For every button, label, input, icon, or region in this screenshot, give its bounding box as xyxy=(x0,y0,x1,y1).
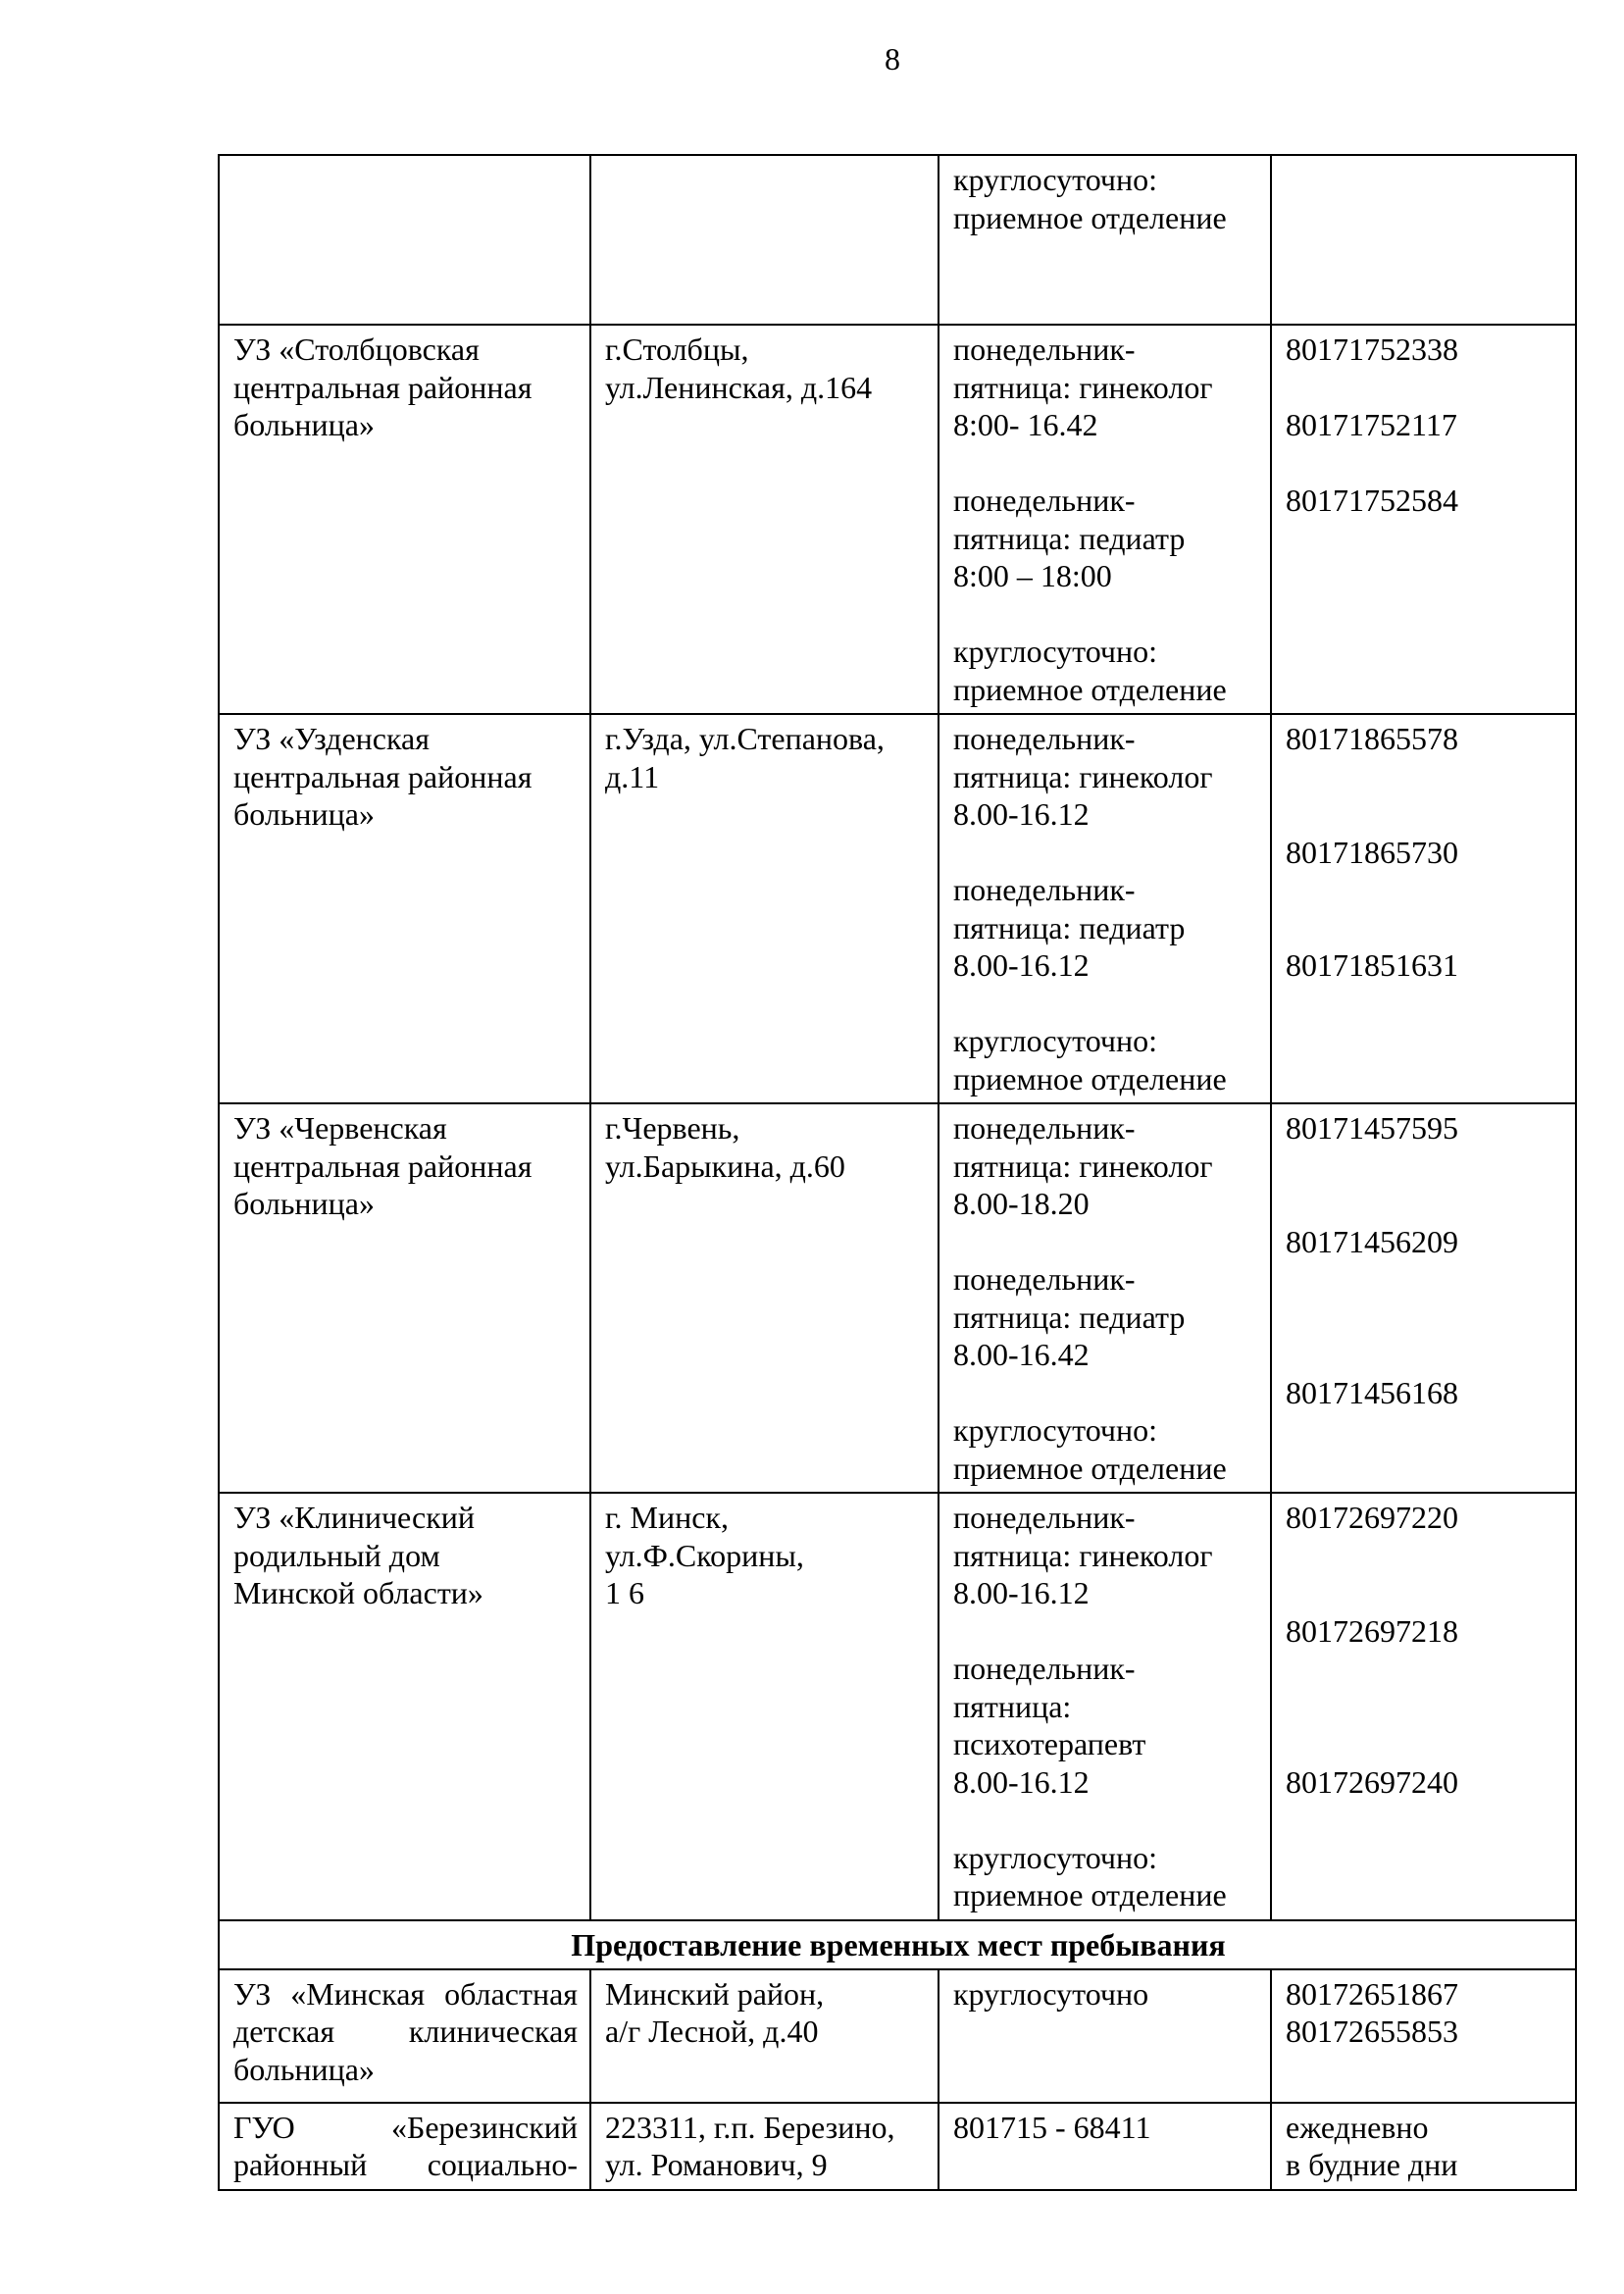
table-row xyxy=(219,325,1576,714)
cell-line: 8.00-16.12 xyxy=(953,1763,1090,1800)
cell-line: ул.Ф.Скорины, xyxy=(605,1537,804,1573)
institution-name-cell xyxy=(219,714,590,1103)
cell-line: УЗ «Столбцовская xyxy=(233,331,480,367)
cell-line xyxy=(1286,1147,1563,1186)
cell-line: ежедневно xyxy=(1286,2109,1429,2145)
cell-line: понедельник- xyxy=(953,483,1136,518)
cell-line: центральная районная xyxy=(233,369,533,405)
cell-line: приемное отделение xyxy=(953,1450,1227,1486)
cell-line: приемное отделение xyxy=(953,199,1227,235)
cell-line: пятница: гинеколог xyxy=(953,1147,1213,1184)
cell-line: г.Столбцы, xyxy=(605,331,749,367)
cell-line xyxy=(1286,1574,1563,1612)
cell-line xyxy=(1286,1688,1563,1726)
address-cell xyxy=(590,1969,939,2103)
cell-line: центральная районная xyxy=(233,1147,533,1184)
table-row xyxy=(219,2103,1576,2190)
cell-line: а/г Лесной, д.40 xyxy=(605,2014,819,2049)
cell-line xyxy=(1286,1725,1563,1763)
cell-line: г. Минск, xyxy=(605,1500,729,1535)
cell-line: центральная районная xyxy=(233,758,533,794)
cell-line: приемное отделение xyxy=(953,1060,1227,1096)
cell-line: круглосуточно: xyxy=(953,162,1158,197)
address-cell xyxy=(590,155,939,325)
address-cell xyxy=(590,1493,939,1920)
cell-line: Минской области» xyxy=(233,1575,483,1610)
schedule-cell xyxy=(939,1103,1271,1493)
cell-line: понедельник- xyxy=(953,1500,1136,1535)
cell-line xyxy=(1286,1299,1563,1337)
phones-cell xyxy=(1271,1103,1576,1493)
cell-line: пятница: педиатр xyxy=(953,1299,1186,1335)
section-title: Предоставление временных мест пребывания xyxy=(219,1920,1576,1969)
cell-line xyxy=(1286,1185,1563,1223)
cell-line: ул. Романович, 9 xyxy=(605,2147,828,2182)
cell-line: 80172655853 xyxy=(1286,2014,1458,2049)
cell-line: круглосуточно: xyxy=(953,1023,1158,1058)
phones-cell xyxy=(1271,325,1576,714)
cell-line: детская клиническая xyxy=(233,2014,578,2049)
cell-line: пятница: гинеколог xyxy=(953,369,1213,405)
cell-line xyxy=(953,1374,1258,1412)
address-cell xyxy=(590,1103,939,1493)
cell-line: 80172697240 xyxy=(1286,1763,1458,1800)
cell-line: УЗ «Клинический xyxy=(233,1500,476,1535)
phones-cell xyxy=(1271,1493,1576,1920)
schedule-cell xyxy=(939,325,1271,714)
cell-line: 1 6 xyxy=(605,1575,644,1610)
phones-cell xyxy=(1271,155,1576,325)
cell-line: 80171457595 xyxy=(1286,1110,1458,1146)
institutions-table-body xyxy=(219,155,1576,2190)
cell-line: приемное отделение xyxy=(953,1877,1227,1912)
cell-line: 223311, г.п. Березино, xyxy=(605,2109,895,2145)
cell-line xyxy=(953,1223,1258,1261)
schedule-cell xyxy=(939,2103,1271,2190)
cell-line: УЗ «Червенская xyxy=(233,1110,447,1146)
cell-line xyxy=(953,1612,1258,1651)
schedule-cell xyxy=(939,1969,1271,2103)
cell-line xyxy=(1286,1260,1563,1299)
cell-line: 80172697218 xyxy=(1286,1612,1458,1649)
cell-line: больница» xyxy=(233,1186,375,1221)
cell-line: понедельник- xyxy=(953,1110,1136,1146)
phones-cell xyxy=(1271,1969,1576,2103)
phones-cell xyxy=(1271,714,1576,1103)
cell-line: Минский район, xyxy=(605,1975,825,2012)
cell-line: г.Узда, ул.Степанова, xyxy=(605,721,885,756)
cell-line: 8:00 – 18:00 xyxy=(953,558,1112,593)
institutions-table xyxy=(218,154,1577,2191)
table-row xyxy=(219,714,1576,1103)
address-cell xyxy=(590,2103,939,2190)
table-row xyxy=(219,1103,1576,1493)
cell-line: 801715 - 68411 xyxy=(953,2109,1151,2145)
cell-line: родильный дом xyxy=(233,1537,440,1573)
cell-line xyxy=(953,444,1258,483)
institution-name-cell xyxy=(219,1103,590,1493)
cell-line: ГУО «Березинский xyxy=(233,2109,578,2145)
cell-line xyxy=(953,985,1258,1023)
cell-line: УЗ «Узденская xyxy=(233,721,430,756)
schedule-cell xyxy=(939,714,1271,1103)
cell-line xyxy=(953,595,1258,634)
cell-line: 80171752584 xyxy=(1286,483,1458,518)
cell-line xyxy=(1286,1336,1563,1374)
cell-line: понедельник- xyxy=(953,1261,1136,1297)
cell-line: приемное отделение xyxy=(953,671,1227,707)
cell-line: ул.Барыкина, д.60 xyxy=(605,1147,845,1184)
cell-line: пятница: гинеколог xyxy=(953,758,1213,794)
cell-line xyxy=(953,1801,1258,1839)
section-header-row xyxy=(219,1920,1576,1969)
cell-line xyxy=(1286,369,1563,407)
cell-line: круглосуточно: xyxy=(953,1839,1158,1875)
cell-line: 8:00- 16.42 xyxy=(953,407,1098,442)
cell-line xyxy=(1286,795,1563,834)
institution-name-cell xyxy=(219,1493,590,1920)
cell-line xyxy=(1286,1537,1563,1575)
cell-line: понедельник- xyxy=(953,721,1136,756)
cell-line: 80171456168 xyxy=(1286,1374,1458,1410)
cell-line: пятница: педиатр xyxy=(953,909,1186,945)
cell-line: 80172651867 xyxy=(1286,1975,1458,2012)
cell-line: больница» xyxy=(233,796,375,832)
schedule-cell xyxy=(939,155,1271,325)
cell-line: 80171752117 xyxy=(1286,407,1457,442)
cell-line: 80171865730 xyxy=(1286,834,1458,870)
cell-line: г.Червень, xyxy=(605,1110,740,1146)
cell-line: пятница: педиатр xyxy=(953,520,1186,556)
cell-line: круглосуточно: xyxy=(953,1412,1158,1448)
cell-line: 8.00-16.12 xyxy=(953,1575,1090,1610)
table-row xyxy=(219,1493,1576,1920)
cell-line: в будние дни xyxy=(1286,2147,1458,2182)
cell-line: 8.00-16.12 xyxy=(953,947,1090,983)
cell-line: ул.Ленинская, д.164 xyxy=(605,369,873,405)
cell-line xyxy=(953,834,1258,872)
table-row xyxy=(219,155,1576,325)
cell-line: понедельник- xyxy=(953,331,1136,367)
institution-name-cell xyxy=(219,325,590,714)
cell-line: круглосуточно: xyxy=(953,634,1158,669)
cell-line: УЗ «Минская областная xyxy=(233,1975,578,2012)
institution-name-cell xyxy=(219,1969,590,2103)
cell-line xyxy=(1286,444,1563,483)
cell-line: 8.00-16.12 xyxy=(953,796,1090,832)
cell-line: пятница: гинеколог xyxy=(953,1537,1213,1573)
cell-line xyxy=(1286,758,1563,796)
page-number: 8 xyxy=(885,41,900,76)
cell-line: 80171865578 xyxy=(1286,721,1458,756)
cell-line: больница» xyxy=(233,407,375,442)
cell-line xyxy=(1286,871,1563,909)
institution-name-cell xyxy=(219,2103,590,2190)
cell-line: 80171752338 xyxy=(1286,331,1458,367)
cell-line: 80171851631 xyxy=(1286,947,1458,983)
cell-line: понедельник- xyxy=(953,872,1136,907)
cell-line xyxy=(1286,1650,1563,1688)
address-cell xyxy=(590,714,939,1103)
schedule-cell xyxy=(939,1493,1271,1920)
cell-line xyxy=(1286,909,1563,947)
cell-line: круглосуточно xyxy=(953,1975,1149,2012)
cell-line: д.11 xyxy=(605,758,660,794)
phones-cell xyxy=(1271,2103,1576,2190)
cell-line: 80172697220 xyxy=(1286,1500,1458,1535)
cell-line: 8.00-16.42 xyxy=(953,1337,1090,1372)
cell-line: 8.00-18.20 xyxy=(953,1186,1090,1221)
cell-line: понедельник- xyxy=(953,1651,1136,1686)
cell-line: пятница: xyxy=(953,1688,1072,1724)
table-row xyxy=(219,1969,1576,2103)
cell-line: районный социально- xyxy=(233,2147,578,2182)
cell-line: 80171456209 xyxy=(1286,1223,1458,1259)
institution-name-cell xyxy=(219,155,590,325)
address-cell xyxy=(590,325,939,714)
cell-line: больница» xyxy=(233,2051,375,2087)
cell-line: психотерапевт xyxy=(953,1726,1146,1761)
